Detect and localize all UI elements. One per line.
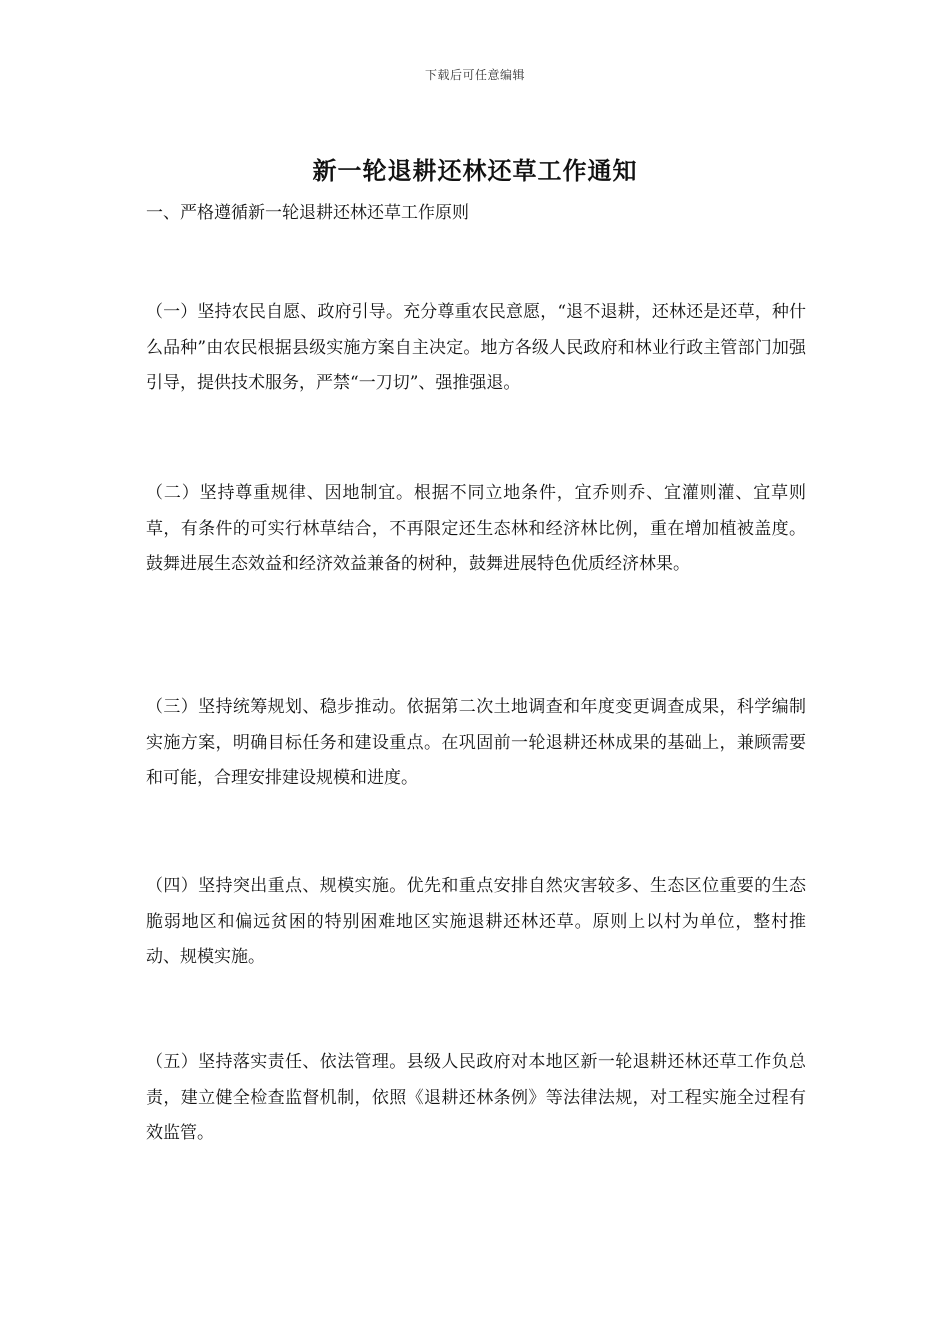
page-header-note: 下载后可任意编辑	[424, 68, 525, 82]
paragraph-principle-2: （二）坚持尊重规律、因地制宜。根据不同立地条件，宜乔则乔、宜灌则灌、宜草则草，有条件的可实行林草结合，不再限定还生态林和经济林比例，重在增加植被盖度。鼓舞进展生态效益和经济效益兼备的树种，鼓舞进展特色优质经济林果。	[146, 483, 806, 574]
paragraph-principle-4: （四）坚持突出重点、规模实施。优先和重点安排自然灾害较多、生态区位重要的生态脆弱地区和偏远贫困的特别困难地区实施退耕还林还草。原则上以村为单位，整村推动、规模实施。	[146, 876, 806, 967]
section-heading: 一、严格遵循新一轮退耕还林还草工作原则	[146, 203, 469, 223]
document-title: 新一轮退耕还林还草工作通知	[312, 156, 638, 185]
paragraph-principle-3: （三）坚持统筹规划、稳步推动。依据第二次土地调查和年度变更调查成果，科学编制实施方案，明确目标任务和建设重点。在巩固前一轮退耕还林成果的基础上，兼顾需要和可能，合理安排建设规模和进度。	[146, 697, 806, 788]
paragraph-principle-1: （一）坚持农民自愿、政府引导。充分尊重农民意愿，“退不退耕，还林还是还草，种什么品种”由农民根据县级实施方案自主决定。地方各级人民政府和林业行政主管部门加强引导，提供技术服务，严禁“一刀切”、强推强退。	[146, 302, 806, 393]
paragraph-principle-5: （五）坚持落实责任、依法管理。县级人民政府对本地区新一轮退耕还林还草工作负总责，建立健全检查监督机制，依照《退耕还林条例》等法律法规，对工程实施全过程有效监管。	[146, 1052, 806, 1143]
